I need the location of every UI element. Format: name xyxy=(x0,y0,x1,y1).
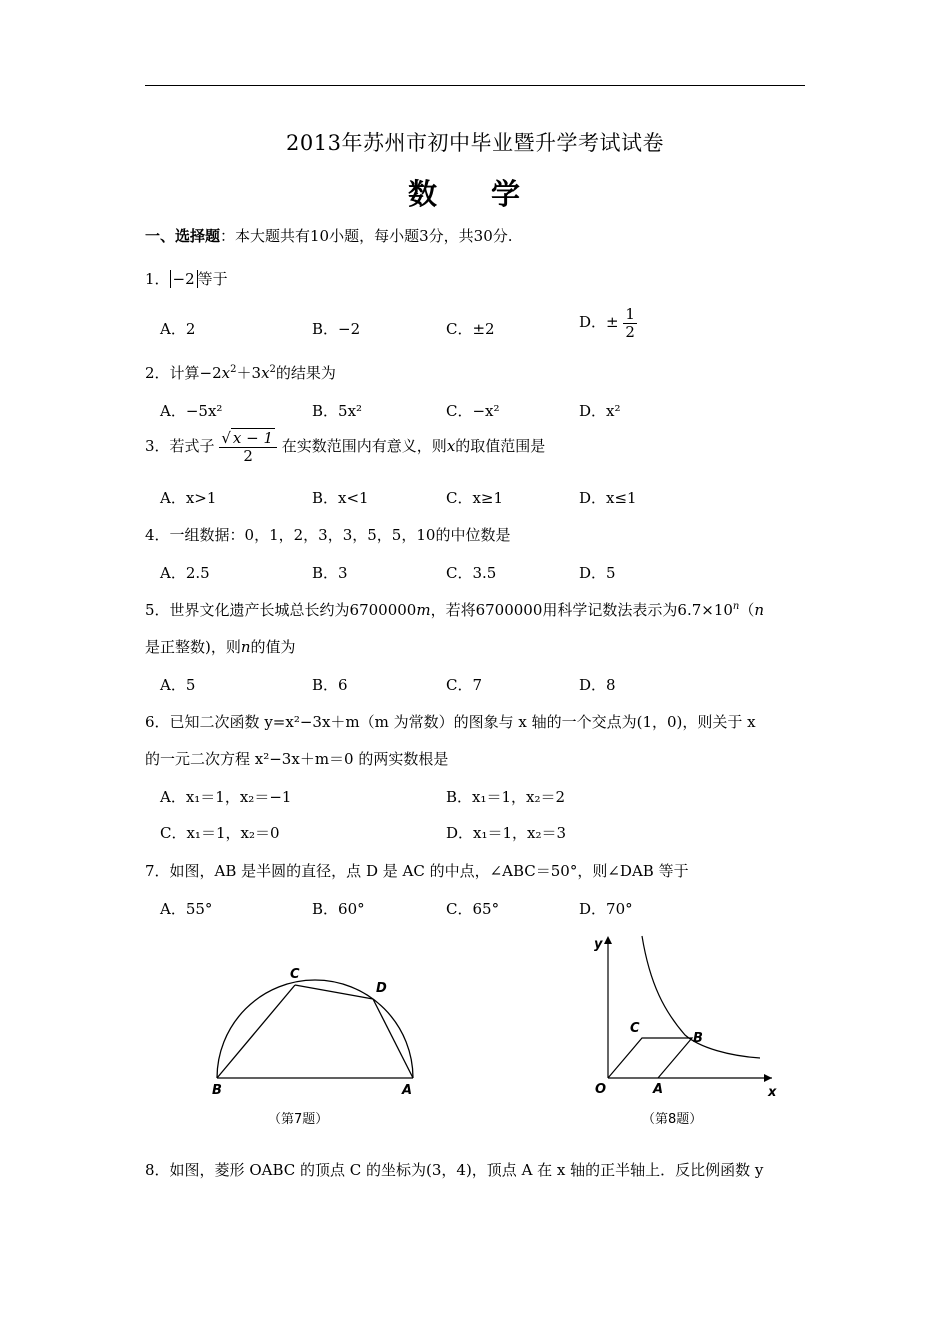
q1-option-b: B．−2 xyxy=(312,320,361,338)
q1-option-a: A．2 xyxy=(160,320,196,338)
q4-option-c: C．3.5 xyxy=(446,564,497,582)
q3-option-c: C．x≥1 xyxy=(446,489,504,507)
q5-option-a: A．5 xyxy=(160,676,196,694)
q2-option-a: A．−5x² xyxy=(160,402,223,420)
figure-7-caption: （第7题） xyxy=(268,1112,329,1127)
question-6-line1: 6．已知二次函数 y=x²−3x＋m（m 为常数）的图象与 x 轴的一个交点为(1，0)，则关于 x xyxy=(145,713,756,731)
q6-option-d: D．x₁＝1，x₂＝3 xyxy=(446,824,567,842)
q3-option-a: A．x>1 xyxy=(160,489,217,507)
label-o: O xyxy=(595,1082,607,1097)
label-y: y xyxy=(594,937,603,952)
q7-option-d: D．70° xyxy=(579,900,633,918)
q2-option-b: B．5x² xyxy=(312,402,363,420)
q7-option-c: C．65° xyxy=(446,900,500,918)
q1-option-c: C．±2 xyxy=(446,320,495,338)
question-7-stem: 7．如图，AB 是半圆的直径，点 D 是 AC 的中点，∠ABC＝50°，则∠DAB 等于 xyxy=(145,862,689,880)
question-5-line2: 是正整数)，则n的值为 xyxy=(145,638,296,656)
x-axis-arrow xyxy=(764,1074,772,1082)
fraction: $\frac{1}{2}$ xyxy=(625,305,635,341)
q3-option-d: D．x≤1 xyxy=(579,489,637,507)
figure-8-caption: （第8题） xyxy=(642,1112,703,1127)
q2-option-d: D．x² xyxy=(579,402,621,420)
figure-8-rhombus-graph xyxy=(580,930,790,1135)
section-label: 一、选择题 xyxy=(145,227,221,245)
q5-option-b: B．6 xyxy=(312,676,348,694)
label-b: B xyxy=(212,1083,222,1098)
absolute-value: −2 xyxy=(170,270,198,288)
q5-option-c: C．7 xyxy=(446,676,483,694)
label-c: C xyxy=(630,1021,640,1036)
q6-option-a: A．x₁＝1，x₂＝−1 xyxy=(160,788,292,806)
label-d: D xyxy=(376,981,387,996)
q1-option-d: D．± $\frac{1}{2}$ xyxy=(579,305,635,341)
q4-option-d: D．5 xyxy=(579,564,616,582)
radical-fraction: $\frac{√ x - 1}{2}$ xyxy=(219,430,277,464)
q4-option-a: A．2.5 xyxy=(160,564,210,582)
label-a: A xyxy=(402,1083,413,1098)
question-1-stem: 1． −2 等于 xyxy=(145,270,228,288)
q2-option-c: C．−x² xyxy=(446,402,500,420)
label-c: C xyxy=(290,967,300,982)
section-instruction: ：本大题共有10小题，每小题3分，共30分. xyxy=(220,227,513,245)
label-a: A xyxy=(653,1082,664,1097)
q4-option-b: B．3 xyxy=(312,564,348,582)
section-heading xyxy=(145,225,513,246)
label-b: B xyxy=(693,1031,703,1046)
label-x: x xyxy=(768,1085,777,1100)
q3-option-b: B．x<1 xyxy=(312,489,369,507)
subject-title: 数 学 xyxy=(407,177,543,211)
figure-7-semicircle xyxy=(200,960,430,1135)
question-2-stem: 2．计算$-2x^2+3x^2$的结果为 xyxy=(145,364,336,382)
q6-option-c: C．x₁＝1，x₂＝0 xyxy=(160,824,280,842)
chord-da xyxy=(373,999,413,1078)
header-rule xyxy=(145,85,805,86)
question-8-stem: 8．如图，菱形 OABC 的顶点 C 的坐标为(3，4)，顶点 A 在 x 轴的正半轴上．反比例函数 y xyxy=(145,1161,764,1179)
y-axis-arrow xyxy=(604,936,612,944)
question-5-line1: 5．世界文化遗产长城总长约为6700000m，若将6700000用科学记数法表示为$6.7\times 10^n(n$ xyxy=(145,601,765,619)
exam-title: 2013年苏州市初中毕业暨升学考试试卷 xyxy=(286,131,664,155)
question-4-stem: 4．一组数据：0，1，2，3，3，5，5，10的中位数是 xyxy=(145,526,511,544)
question-3-stem: 3．若式子 $\frac{√ x - 1}{2}$ 在实数范围内有意义，则x的取值范围是 xyxy=(145,429,546,465)
rhombus-oabc xyxy=(608,1038,692,1078)
q7-option-a: A．55° xyxy=(160,900,213,918)
q7-option-b: B．60° xyxy=(312,900,365,918)
q6-option-b: B．x₁＝1，x₂＝2 xyxy=(446,788,566,806)
question-6-line2: 的一元二次方程 x²−3x＋m＝0 的两实数根是 xyxy=(145,750,449,768)
q5-option-d: D．8 xyxy=(579,676,616,694)
